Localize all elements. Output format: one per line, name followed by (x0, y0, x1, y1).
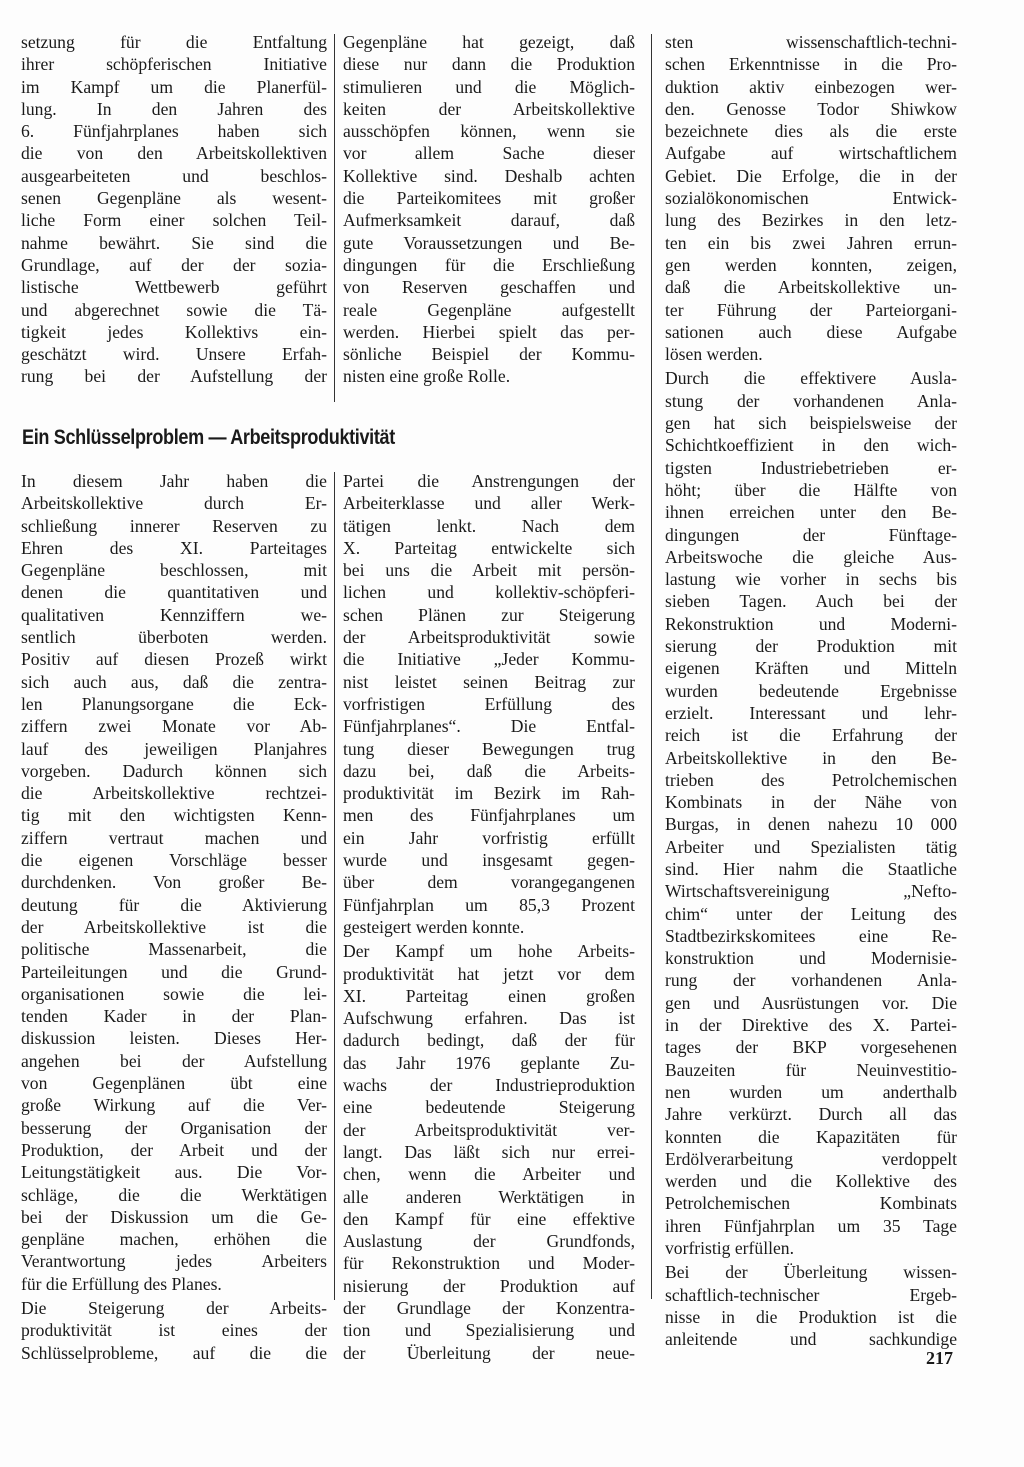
text-line: sich auch aus, daß die zentra- (21, 671, 327, 692)
text-line: Arbeitskollektive durch Er- (21, 493, 327, 514)
text-line: Auslastung der Grundfonds, (343, 1231, 635, 1252)
text-line: In diesem Jahr haben die (21, 471, 327, 491)
text-line: gute Voraussetzungen und Be- (343, 232, 635, 253)
section-heading: Ein Schlüsselproblem — Arbeitsproduktivität (22, 426, 395, 449)
text-line: setzung für die Entfaltung (21, 32, 327, 52)
text-line: für die Erfüllung des Planes. (21, 1273, 222, 1294)
text-line: ein Jahr vorfristig erfüllt (343, 827, 635, 848)
text-line: wachs der Industrieproduktion (343, 1075, 635, 1096)
text-line: XI. Parteitag einen großen (343, 985, 635, 1006)
text-line: vor allem Sache dieser (343, 143, 635, 164)
text-line: schen Erkenntnisse in die Pro- (665, 54, 957, 75)
text-line: Gegenpläne hat gezeigt, daß (343, 32, 635, 52)
text-line: diese nur dann die Produktion (343, 54, 635, 75)
column-rule-lower-left (334, 472, 335, 1300)
text-line: rung der vorhandenen Anla- (665, 970, 957, 991)
text-line: Arbeiterklasse und aller Werk- (343, 493, 635, 514)
text-line: dazu bei, daß die Arbeits- (343, 760, 635, 781)
column-rule-upper-left (334, 34, 335, 402)
text-line: qualitativen Kennziffern we- (21, 604, 327, 625)
paragraph (665, 367, 957, 1259)
text-line: gen werden konnten, zeigen, (665, 254, 957, 275)
text-line: Positiv auf diesen Prozeß wirkt (21, 649, 327, 670)
text-line: nisten eine große Rolle. (343, 366, 511, 387)
text-line: Aufgabe auf wirtschaftlichem (665, 143, 957, 164)
text-line: Stadtbezirkskomitees eine Re- (665, 925, 957, 946)
text-line: daß die Arbeitskollektive un- (665, 277, 957, 298)
text-line: tig mit den wichtigsten Kenn- (21, 805, 327, 826)
text-line: chen, wenn die Arbeiter und (343, 1164, 635, 1185)
text-line: listische Wettbewerb geführt (21, 277, 327, 298)
text-line: höht; über die Hälfte von (665, 479, 957, 500)
text-line: der Arbeitsproduktivität ver- (343, 1119, 635, 1140)
text-line: politische Massenarbeit, die (21, 939, 327, 960)
text-line: duktion aktiv einbezogen wer- (665, 76, 957, 97)
paragraph (21, 470, 327, 1295)
text-line: produktivität ist eines der (21, 1320, 327, 1341)
column-1-upper (21, 31, 327, 388)
text-line: nisse in die Produktion ist die (665, 1306, 957, 1327)
text-line: schen Plänen zur Steigerung (343, 604, 635, 625)
text-line: für Rekonstruktion und Moder- (343, 1253, 635, 1274)
text-line: Arbeitskollektive in den Be- (665, 747, 957, 768)
text-line: Kombinats in der Nähe von (665, 792, 957, 813)
column-2-upper (343, 31, 635, 388)
text-line: nahme bewährt. Sie sind die (21, 232, 327, 253)
text-line: ten ein bis zwei Jahren errun- (665, 232, 957, 253)
text-line: bei der Diskussion um die Ge- (21, 1206, 327, 1227)
paragraph (665, 1261, 957, 1350)
text-line: dingungen der Fünftage- (665, 524, 957, 545)
text-line: erzielt. Interessant und lehr- (665, 702, 957, 723)
text-line: Jahre verkürzt. Durch all das (665, 1104, 957, 1125)
text-line: werden. Hierbei spielt das per- (343, 321, 635, 342)
text-line: Rekonstruktion und Moderni- (665, 613, 957, 634)
text-line: Produktion, der Arbeit und der (21, 1139, 327, 1160)
text-line: die von den Arbeitskollektiven (21, 143, 327, 164)
text-line: tigkeit jedes Kollektivs ein- (21, 321, 327, 342)
text-line: reale Gegenpläne aufgestellt (343, 299, 635, 320)
text-line: sten wissenschaftlich-techni- (665, 32, 957, 52)
text-line: chim“ unter der Leitung des (665, 903, 957, 924)
text-line: Die Steigerung der Arbeits- (21, 1297, 327, 1318)
text-line: eigenen Kräften und Mitteln (665, 658, 957, 679)
text-line: Burgas, in denen nahezu 10 000 (665, 814, 957, 835)
text-line: das Jahr 1976 geplante Zu- (343, 1052, 635, 1073)
text-line: lichen und kollektiv-schöpferi- (343, 582, 635, 603)
text-line: wurde und insgesamt gegen- (343, 850, 635, 871)
text-line: und abgerechnet sowie die Tä- (21, 299, 327, 320)
text-line: Ehren des XI. Parteitages (21, 537, 327, 558)
text-line: der Überleitung der neue- (343, 1342, 635, 1363)
text-line: liche Form einer solchen Teil- (21, 210, 327, 231)
text-line: konnten die Kapazitäten für (665, 1126, 957, 1147)
text-line: ausschöpfen können, wenn sie (343, 121, 635, 142)
text-line: 6. Fünfjahrplanes haben sich (21, 121, 327, 142)
text-line: senen Gegenpläne als wesent- (21, 188, 327, 209)
text-line: nisierung der Produktion auf (343, 1275, 635, 1296)
text-line: denen die quantitativen und (21, 582, 327, 603)
text-line: bezeichnete dies als die erste (665, 121, 957, 142)
text-line: große Wirkung auf die Ver- (21, 1095, 327, 1116)
text-line: konstruktion und Modernisie- (665, 948, 957, 969)
text-line: Fünfjahrplanes“. Die Entfal- (343, 716, 635, 737)
text-line: wurden bedeutende Ergebnisse (665, 680, 957, 701)
text-line: ihrer schöpferischen Initiative (21, 54, 327, 75)
column-3 (665, 31, 957, 1351)
text-line: reich ist die Erfahrung der (665, 725, 957, 746)
text-line: tion und Spezialisierung und (343, 1320, 635, 1341)
text-line: in der Direktive des X. Partei- (665, 1015, 957, 1036)
text-line: lastung wie vorher in sechs bis (665, 569, 957, 590)
text-line: dingungen für die Erschließung (343, 254, 635, 275)
text-line: sationen auch diese Aufgabe (665, 321, 957, 342)
text-line: lauf des jeweiligen Planjahres (21, 738, 327, 759)
text-line: sozialökonomischen Entwick- (665, 188, 957, 209)
text-line: Erdölverarbeitung verdoppelt (665, 1148, 957, 1169)
text-line: men des Fünfjahrplanes um (343, 805, 635, 826)
text-line: Fünfjahrplan um 85,3 Prozent (343, 894, 635, 915)
text-line: schaftlich-technischer Ergeb- (665, 1284, 957, 1305)
text-line: Leitungstätigkeit aus. Die Vor- (21, 1162, 327, 1183)
text-line: eine bedeutende Steigerung (343, 1097, 635, 1118)
text-line: trieben des Petrolchemischen (665, 769, 957, 790)
paragraph (343, 31, 635, 388)
column-2-lower (343, 470, 635, 1364)
text-line: der Arbeitskollektive ist die (21, 916, 327, 937)
text-line: anleitende und sachkundige (665, 1329, 957, 1350)
text-line: len Planungsorgane die Eck- (21, 693, 327, 714)
text-line: über dem vorangegangenen (343, 872, 635, 893)
text-line: gen und Ausrüstungen vor. Die (665, 992, 957, 1013)
text-line: ihren Fünfjahrplan um 35 Tage (665, 1215, 957, 1236)
text-line: organisationen sowie die lei- (21, 983, 327, 1004)
text-line: schläge, die die Werktätigen (21, 1184, 327, 1205)
paragraph (665, 31, 957, 365)
text-line: X. Parteitag entwickelte sich (343, 537, 635, 558)
paragraph (343, 940, 635, 1364)
text-line: nist leistet seinen Beitrag zur (343, 671, 635, 692)
text-line: besserung der Organisation der (21, 1117, 327, 1138)
text-line: Partei die Anstrengungen der (343, 471, 635, 491)
text-line: vorgeben. Dadurch können sich (21, 760, 327, 781)
text-line: ter Führung der Parteiorgani- (665, 299, 957, 320)
text-line: Durch die effektivere Ausla- (665, 368, 957, 389)
text-line: Gegenpläne beschlossen, mit (21, 560, 327, 581)
text-line: keiten der Arbeitskollektive (343, 98, 635, 119)
text-line: lung des Bezirkes in den letz- (665, 210, 957, 231)
text-line: Bauzeiten für Neuinvestitio- (665, 1059, 957, 1080)
text-line: ziffern vertraut machen und (21, 827, 327, 848)
text-line: der Grundlage der Konzentra- (343, 1297, 635, 1318)
column-rule-right (651, 34, 652, 1299)
text-line: vorfristig erfüllen. (665, 1238, 794, 1259)
text-line: den Kampf für eine effektive (343, 1208, 635, 1229)
text-line: produktivität im Bezirk im Rah- (343, 783, 635, 804)
text-line: gen hat sich beispielsweise der (665, 413, 957, 434)
text-line: tages der BKP vorgesehenen (665, 1037, 957, 1058)
text-line: Bei der Überleitung wissen- (665, 1262, 957, 1283)
text-line: sönliche Beispiel der Kommu- (343, 344, 635, 365)
text-line: lösen werden. (665, 344, 763, 365)
text-line: tenden Kader in der Plan- (21, 1006, 327, 1027)
text-line: genpläne machen, erhöhen die (21, 1229, 327, 1250)
text-line: die Parteikomitees mit großer (343, 188, 635, 209)
page-number: 217 (926, 1348, 953, 1368)
text-line: Gebiet. Die Erfolge, die in der (665, 165, 957, 186)
text-line: sentlich überboten werden. (21, 627, 327, 648)
text-line: ihnen erreichen unter den Be- (665, 502, 957, 523)
text-line: vorfristigen Erfüllung des (343, 693, 635, 714)
text-line: diskussion leisten. Dieses Her- (21, 1028, 327, 1049)
text-line: bei uns die Arbeit mit persön- (343, 560, 635, 581)
text-line: produktivität hat jetzt vor dem (343, 963, 635, 984)
text-line: Grundlage, auf der der sozia- (21, 254, 327, 275)
text-line: deutung für die Aktivierung (21, 894, 327, 915)
text-line: Petrolchemischen Kombinats (665, 1193, 957, 1214)
text-line: Arbeiter und Spezialisten tätig (665, 836, 957, 857)
text-line: Kollektive sind. Deshalb achten (343, 165, 635, 186)
text-line: Schlüsselprobleme, auf die die (21, 1342, 327, 1363)
text-line: geschätzt wird. Unsere Erfah- (21, 344, 327, 365)
text-line: Arbeitswoche die gleiche Aus- (665, 546, 957, 567)
text-line: tigsten Industriebetrieben er- (665, 457, 957, 478)
text-line: der Arbeitsproduktivität sowie (343, 627, 635, 648)
text-line: stung der vorhandenen Anla- (665, 390, 957, 411)
text-line: ziffern zwei Monate vor Ab- (21, 716, 327, 737)
text-line: von Reserven geschaffen und (343, 277, 635, 298)
text-line: die Initiative „Jeder Kommu- (343, 649, 635, 670)
paragraph (21, 1297, 327, 1364)
text-line: sierung der Produktion mit (665, 636, 957, 657)
text-line: die eigenen Vorschläge besser (21, 850, 327, 871)
text-line: lung. In den Jahren des (21, 98, 327, 119)
text-line: Aufschwung erfahren. Das ist (343, 1008, 635, 1029)
text-line: den. Genosse Todor Shiwkow (665, 98, 957, 119)
text-line: werden und die Kollektive des (665, 1171, 957, 1192)
text-line: Der Kampf um hohe Arbeits- (343, 941, 635, 962)
text-line: nen wurden um anderthalb (665, 1081, 957, 1102)
text-line: tung dieser Bewegungen trug (343, 738, 635, 759)
text-line: schließung innerer Reserven zu (21, 515, 327, 536)
text-line: tätigen lenkt. Nach dem (343, 515, 635, 536)
text-line: Parteileitungen und die Grund- (21, 961, 327, 982)
text-line: Schichtkoeffizient in den wich- (665, 435, 957, 456)
text-line: Aufmerksamkeit darauf, daß (343, 210, 635, 231)
paragraph (21, 31, 327, 388)
text-line: Verantwortung jedes Arbeiters (21, 1251, 327, 1272)
column-1-lower (21, 470, 327, 1364)
text-line: von Gegenplänen übt eine (21, 1073, 327, 1094)
text-line: langt. Das läßt sich nur errei- (343, 1141, 635, 1162)
text-line: die Arbeitskollektive rechtzei- (21, 783, 327, 804)
text-line: rung bei der Aufstellung der (21, 366, 327, 387)
text-line: Wirtschaftsvereinigung „Nefto- (665, 881, 957, 902)
text-line: im Kampf um die Planerfül- (21, 76, 327, 97)
text-line: alle anderen Werktätigen in (343, 1186, 635, 1207)
text-line: gesteigert werden konnte. (343, 916, 525, 937)
text-line: sind. Hier nahm die Staatliche (665, 858, 957, 879)
text-line: angehen bei der Aufstellung (21, 1050, 327, 1071)
text-line: dadurch bedingt, daß der für (343, 1030, 635, 1051)
paragraph (343, 470, 635, 938)
text-line: durchdenken. Von großer Be- (21, 872, 327, 893)
text-line: sieben Tagen. Auch bei der (665, 591, 957, 612)
text-line: stimulieren und die Möglich- (343, 76, 635, 97)
text-line: ausgearbeiteten und beschlos- (21, 165, 327, 186)
